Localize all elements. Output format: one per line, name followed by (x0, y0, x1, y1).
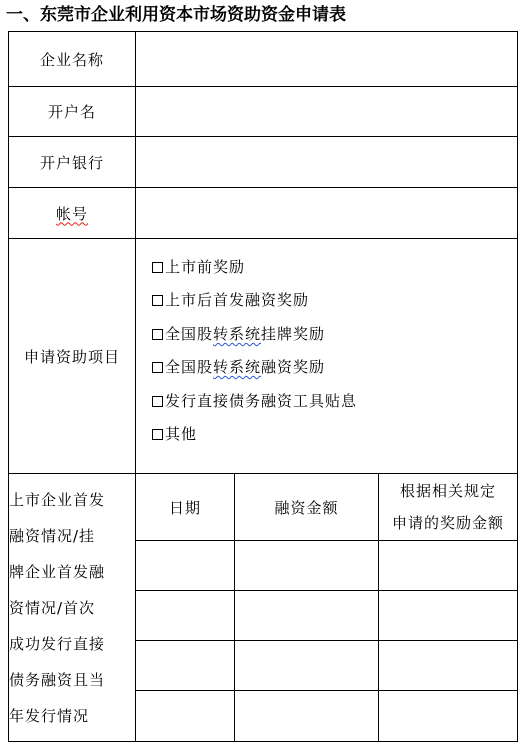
date-cell[interactable] (136, 691, 235, 742)
account-name-field[interactable] (136, 87, 518, 137)
amount-cell[interactable] (235, 591, 379, 641)
account-no-label-text: 帐号 (55, 204, 88, 223)
option-label-b: 转系统 (213, 358, 262, 377)
reward-cell[interactable] (379, 641, 518, 691)
option-debt-instrument-subsidy[interactable] (152, 385, 517, 418)
account-no-field[interactable] (136, 188, 518, 239)
checkbox-icon[interactable] (152, 362, 163, 373)
option-label-c: 挂牌奖励 (261, 324, 326, 343)
project-row (9, 239, 518, 474)
checkbox-icon[interactable] (152, 396, 163, 407)
checkbox-icon[interactable] (152, 329, 163, 340)
application-form-table (8, 31, 518, 742)
situation-line: 成功发行直接 (9, 634, 106, 653)
amount-column-header: 融资金额 (235, 474, 379, 541)
reward-cell[interactable] (379, 541, 518, 591)
reward-header-line1: 根据相关规定 (399, 482, 496, 500)
option-post-listing-ipo-reward[interactable] (152, 284, 517, 317)
account-name-label: 开户名 (9, 87, 136, 137)
form-title: 一、东莞市企业利用资本市场资助资金申请表 (6, 5, 346, 25)
amount-cell[interactable] (235, 641, 379, 691)
situation-label (9, 474, 136, 742)
option-label: 上市后首发融资奖励 (165, 291, 310, 310)
situation-line: 牌企业首发融 (9, 562, 106, 581)
option-neeq-listing-reward[interactable] (152, 318, 517, 351)
date-cell[interactable] (136, 641, 235, 691)
date-cell[interactable] (136, 541, 235, 591)
project-label: 申请资助项目 (9, 239, 136, 474)
checkbox-icon[interactable] (152, 262, 163, 273)
project-options (136, 239, 518, 474)
date-cell[interactable] (136, 591, 235, 641)
account-no-label (9, 188, 136, 239)
option-other[interactable] (152, 418, 517, 451)
bank-field[interactable] (136, 137, 518, 188)
option-label: 发行直接债务融资工具贴息 (165, 391, 358, 410)
reward-column-header (379, 474, 518, 541)
option-label-a: 全国股 (165, 358, 214, 377)
option-label-c: 融资奖励 (261, 358, 326, 377)
reward-cell[interactable] (379, 691, 518, 742)
date-column-header: 日期 (136, 474, 235, 541)
company-name-label: 企业名称 (9, 32, 136, 87)
option-label: 上市前奖励 (165, 258, 246, 276)
situation-line: 上市企业首发 (9, 490, 106, 509)
option-label-b: 转系统 (213, 324, 262, 343)
option-pre-listing-reward[interactable] (152, 251, 517, 284)
option-label: 其他 (165, 424, 198, 443)
option-label-a: 全国股 (165, 324, 214, 343)
bank-label: 开户银行 (9, 137, 136, 188)
account-name-row (9, 87, 518, 137)
situation-header-row (9, 474, 518, 541)
situation-line: 债务融资且当 (9, 670, 106, 689)
situation-line: 融资情况/挂 (9, 526, 96, 545)
account-no-row (9, 188, 518, 239)
checkbox-icon[interactable] (152, 429, 163, 440)
company-name-field[interactable] (136, 32, 518, 87)
amount-cell[interactable] (235, 691, 379, 742)
checkbox-icon[interactable] (152, 295, 163, 306)
situation-line: 年发行情况 (9, 706, 90, 725)
reward-cell[interactable] (379, 591, 518, 641)
reward-header-line2: 申请的奖励金额 (391, 514, 504, 532)
option-neeq-financing-reward[interactable] (152, 351, 517, 384)
situation-line: 资情况/首次 (9, 598, 96, 617)
amount-cell[interactable] (235, 541, 379, 591)
bank-row (9, 137, 518, 188)
company-name-row (9, 32, 518, 87)
